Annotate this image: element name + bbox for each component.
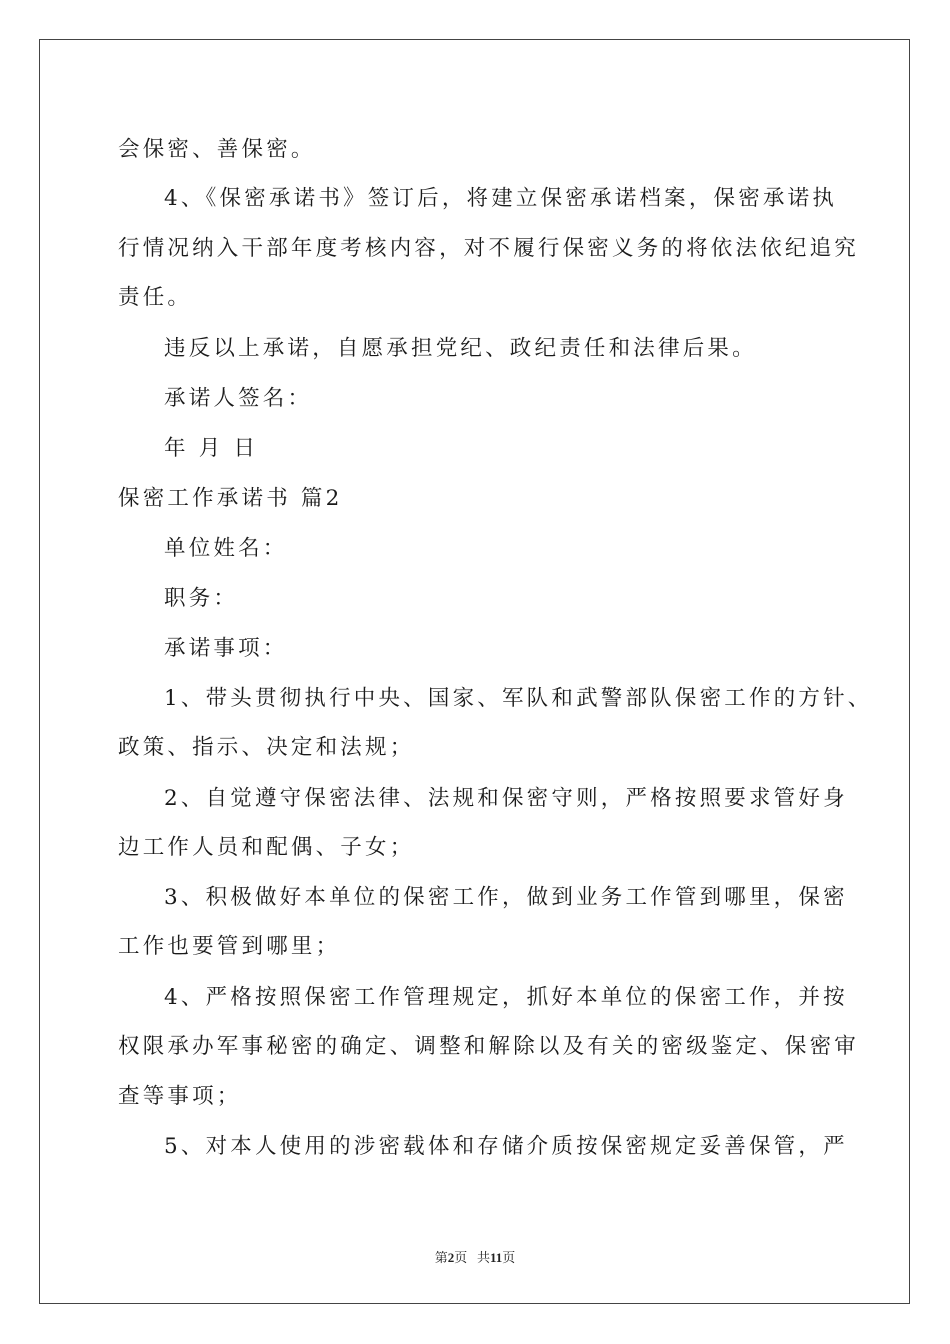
paragraph-line: 工作也要管到哪里； <box>118 934 341 959</box>
paragraph-line: 政策、指示、决定和法规； <box>118 735 415 760</box>
date-line: 年 月 日 <box>164 436 259 461</box>
page-prefix: 第 <box>434 1250 448 1265</box>
paragraph-line: 行情况纳入干部年度考核内容，对不履行保密义务的将依法依纪追究 <box>118 236 860 261</box>
field-label-unit-name: 单位姓名： <box>164 536 288 561</box>
field-label-position: 职务： <box>164 586 239 611</box>
total-suffix: 页 <box>502 1250 516 1265</box>
page-number: 2 <box>447 1250 455 1265</box>
field-label-commitments: 承诺事项： <box>164 636 288 661</box>
paragraph-line: 会保密、善保密。 <box>118 137 316 162</box>
paragraph-line: 4、严格按照保密工作管理规定，抓好本单位的保密工作，并按 <box>164 985 848 1010</box>
signature-label: 承诺人签名： <box>164 386 313 411</box>
page-suffix: 页 <box>454 1250 468 1265</box>
page-footer <box>0 1247 950 1266</box>
page-border <box>39 39 910 1304</box>
paragraph-line: 3、积极做好本单位的保密工作，做到业务工作管到哪里，保密 <box>164 885 848 910</box>
total-prefix: 共 <box>476 1250 490 1265</box>
paragraph-line: 1、带头贯彻执行中央、国家、军队和武警部队保密工作的方针、 <box>164 686 873 711</box>
paragraph-line: 2、自觉遵守保密法律、法规和保密守则，严格按照要求管好身 <box>164 786 848 811</box>
paragraph-line: 边工作人员和配偶、子女； <box>118 835 415 860</box>
paragraph-line: 5、对本人使用的涉密载体和存储介质按保密规定妥善保管，严 <box>164 1134 848 1159</box>
paragraph-line: 查等事项； <box>118 1084 242 1109</box>
paragraph-line: 权限承办军事秘密的确定、调整和解除以及有关的密级鉴定、保密审 <box>118 1034 860 1059</box>
total-pages: 11 <box>489 1250 503 1265</box>
section-title: 保密工作承诺书 篇2 <box>118 486 343 511</box>
paragraph-line: 违反以上承诺，自愿承担党纪、政纪责任和法律后果。 <box>164 336 757 361</box>
paragraph-line: 4、《保密承诺书》签订后，将建立保密承诺档案，保密承诺执 <box>164 186 838 211</box>
paragraph-line: 责任。 <box>118 285 193 310</box>
